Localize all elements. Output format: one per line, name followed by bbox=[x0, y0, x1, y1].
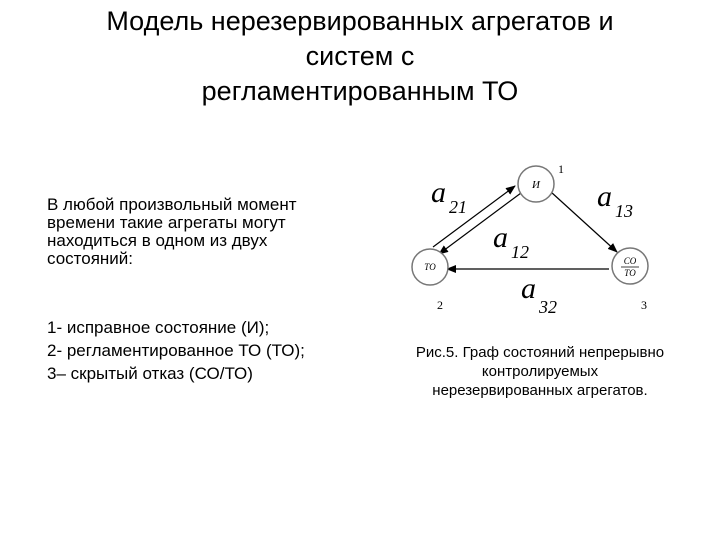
node-3 bbox=[612, 248, 648, 312]
node-1 bbox=[518, 162, 564, 202]
caption-line-3: нерезервированных агрегатов. bbox=[432, 382, 648, 399]
rate-a13-symbol: a bbox=[597, 180, 612, 213]
node-1-label: И bbox=[532, 179, 540, 191]
rate-label-a12 bbox=[493, 221, 529, 262]
state-item-2: 2- регламентированное ТО (ТО); bbox=[47, 341, 305, 360]
caption-line-1: Рис.5. Граф состояний непрерывно bbox=[415, 344, 665, 361]
intro-line-2: времени такие агрегаты могут bbox=[47, 213, 286, 232]
title-line-2: систем с bbox=[305, 41, 415, 71]
rate-label-a21 bbox=[431, 176, 467, 217]
state-item-3: 3– скрытый отказ (СО/ТО) bbox=[47, 364, 253, 383]
title-line-1: Модель нерезервированных агрегатов и bbox=[106, 6, 614, 36]
rate-a21-index: 21 bbox=[449, 197, 467, 217]
intro-line-1: В любой произвольный момент bbox=[47, 195, 297, 214]
node-3-label-bottom: ТО bbox=[624, 268, 636, 278]
states-list bbox=[47, 316, 387, 385]
intro-paragraph bbox=[47, 196, 377, 268]
state-item-1: 1- исправное состояние (И); bbox=[47, 318, 270, 337]
rate-a32-index: 32 bbox=[539, 297, 557, 317]
rate-a12-index: 12 bbox=[511, 242, 529, 262]
rate-a21-symbol: a bbox=[431, 176, 446, 209]
node-1-number: 1 bbox=[558, 162, 564, 176]
rate-label-a13 bbox=[597, 180, 633, 221]
rate-a32-symbol: a bbox=[521, 272, 536, 305]
rate-a12-symbol: a bbox=[493, 221, 508, 254]
state-graph-diagram bbox=[395, 150, 695, 330]
node-2-label: ТО bbox=[424, 262, 436, 272]
slide-title bbox=[40, 4, 680, 109]
rate-a13-index: 13 bbox=[615, 201, 633, 221]
title-line-3: регламентированным ТО bbox=[201, 76, 519, 106]
node-3-number: 3 bbox=[641, 298, 647, 312]
node-2-number: 2 bbox=[437, 298, 443, 312]
caption-line-2: контролируемых bbox=[481, 363, 599, 380]
node-2 bbox=[412, 249, 448, 312]
node-3-label-top: СО bbox=[623, 256, 637, 266]
rate-label-a32 bbox=[521, 272, 557, 317]
intro-line-3: находиться в одном из двух bbox=[47, 231, 268, 250]
figure-caption bbox=[390, 343, 690, 400]
intro-line-4: состояний: bbox=[47, 249, 134, 268]
